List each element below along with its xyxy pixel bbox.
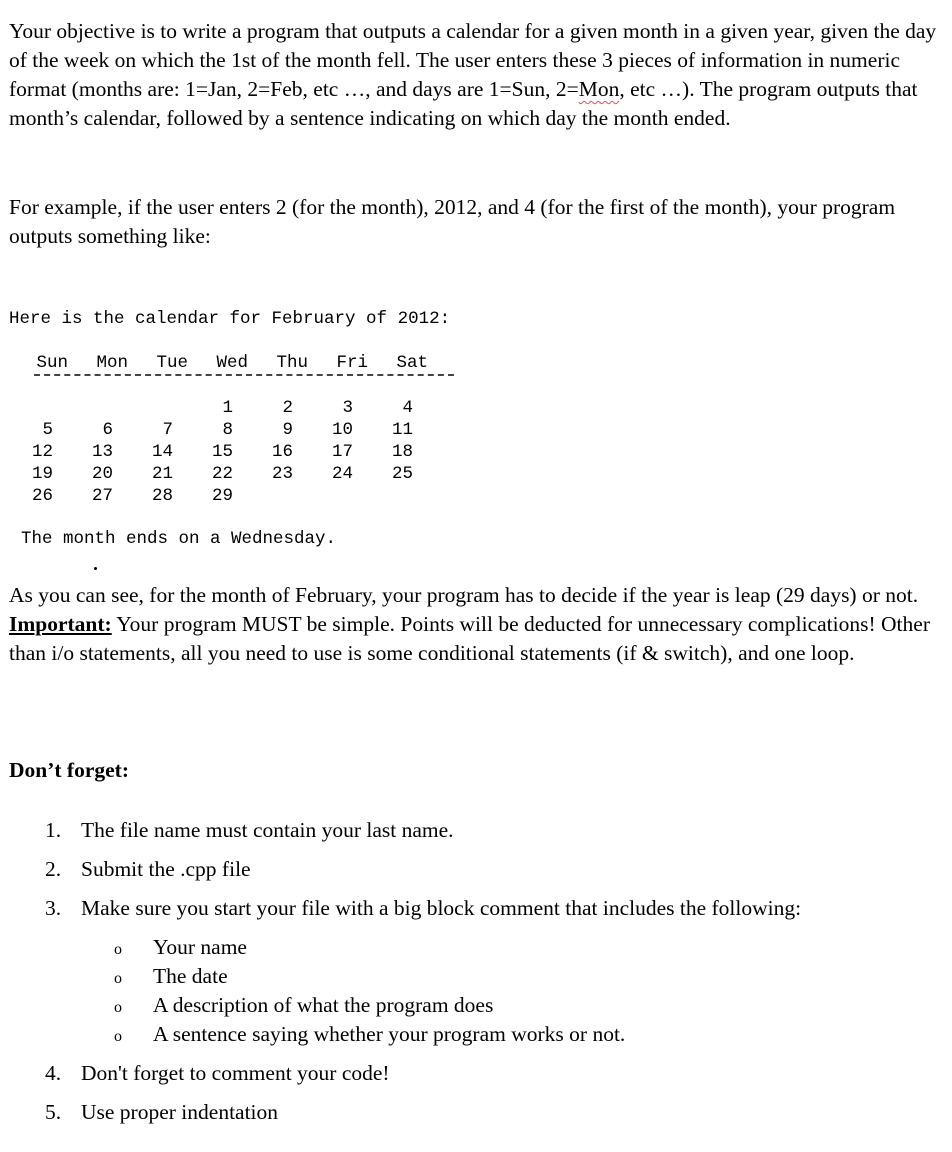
list-text: Make sure you start your file with a big block comment that includes the following: xyxy=(81,896,802,920)
calendar-day: 26 xyxy=(31,486,53,506)
sub-list-text: A sentence saying whether your program works or not. xyxy=(153,1022,626,1046)
calendar-day: 15 xyxy=(211,442,233,462)
intro-text-start: Your objective is to write a program that outputs a calendar for a given month in a given year, given the day of the week on which the 1st of the month fell. The user enters these 3 pieces of information in numeric format (months are: 1=Jan, 2=Feb, etc …, and days are 1=Sun, 2= xyxy=(9,19,937,101)
list-text: Use proper indentation xyxy=(81,1100,279,1124)
calendar-header-sun: Sun xyxy=(36,353,68,373)
calendar-day: 25 xyxy=(391,464,413,484)
calendar-day: 18 xyxy=(391,442,413,462)
calendar-day: 19 xyxy=(31,464,53,484)
calendar-header-wed: Wed xyxy=(216,353,248,373)
calendar-day: 24 xyxy=(331,464,353,484)
calendar-day: 2 xyxy=(282,398,293,418)
calendar-divider xyxy=(34,374,454,376)
calendar-day: 9 xyxy=(282,420,293,440)
sub-list-text: A description of what the program does xyxy=(153,993,494,1017)
calendar-intro: Here is the calendar for February of 2012: xyxy=(9,309,451,329)
list-item xyxy=(45,816,454,845)
list-number: 5. xyxy=(45,1100,62,1124)
list-item xyxy=(45,894,801,923)
sub-list-item xyxy=(114,962,228,993)
intro-paragraph xyxy=(9,17,939,133)
intro-text-end: , etc …). The program outputs that month’s calendar, followed by a sentence indicating on which day the month ended. xyxy=(9,77,918,130)
calendar-day: 14 xyxy=(151,442,173,462)
list-text: The file name must contain your last name. xyxy=(81,818,454,842)
sub-list-text: The date xyxy=(153,964,228,988)
dont-forget-heading: Don’t forget: xyxy=(9,758,129,782)
calendar-day: 23 xyxy=(271,464,293,484)
bullet-icon: o xyxy=(114,1028,122,1045)
calendar-day: 29 xyxy=(211,486,233,506)
calendar-header-fri: Fri xyxy=(336,353,368,373)
calendar-header-thu: Thu xyxy=(276,353,308,373)
calendar-day: 12 xyxy=(31,442,53,462)
list-number: 2. xyxy=(45,857,62,881)
list-number: 3. xyxy=(45,896,62,920)
calendar-day: 20 xyxy=(91,464,113,484)
calendar-day: 21 xyxy=(151,464,173,484)
bullet-icon: o xyxy=(114,999,122,1016)
list-text: Don't forget to comment your code! xyxy=(81,1061,390,1085)
calendar-header-mon: Mon xyxy=(96,353,128,373)
calendar-day: 6 xyxy=(102,420,113,440)
calendar-day: 10 xyxy=(331,420,353,440)
calendar-day: 3 xyxy=(342,398,353,418)
list-number: 1. xyxy=(45,818,62,842)
list-item xyxy=(45,1059,390,1088)
calendar-end-sentence: The month ends on a Wednesday. xyxy=(21,529,337,549)
example-paragraph: For example, if the user enters 2 (for the month), 2012, and 4 (for the first of the month), your program outputs something like: xyxy=(9,195,896,248)
bullet-icon: o xyxy=(114,941,122,958)
calendar-day: 11 xyxy=(391,420,413,440)
calendar-day: 4 xyxy=(402,398,413,418)
calendar-day: 16 xyxy=(271,442,293,462)
sub-list-text: Your name xyxy=(153,935,247,959)
calendar-day: 5 xyxy=(42,420,53,440)
leap-paragraph xyxy=(9,581,939,668)
list-number: 4. xyxy=(45,1061,62,1085)
list-item xyxy=(45,1098,278,1127)
sub-list-item xyxy=(114,933,247,964)
calendar-day: 8 xyxy=(222,420,233,440)
list-item xyxy=(45,855,251,884)
leap-text-end: Your program MUST be simple. Points will be deducted for unnecessary complications! Other than i/o statements, all you need to use is some conditional statements (if & switch), and one loop. xyxy=(9,612,930,665)
important-label: Important: xyxy=(9,612,112,636)
calendar-header-sat: Sat xyxy=(396,353,428,373)
calendar-day: 22 xyxy=(211,464,233,484)
calendar-day: 7 xyxy=(162,420,173,440)
calendar-day: 27 xyxy=(91,486,113,506)
stray-dot xyxy=(94,567,97,570)
list-text: Submit the .cpp file xyxy=(81,857,251,881)
sub-list-item xyxy=(114,1020,625,1051)
sub-list-item xyxy=(114,991,493,1022)
intro-mon-word: Mon xyxy=(578,77,620,101)
bullet-icon: o xyxy=(114,970,122,987)
calendar-day: 13 xyxy=(91,442,113,462)
calendar-day: 28 xyxy=(151,486,173,506)
leap-text-start: As you can see, for the month of February, your program has to decide if the year is leap (29 days) or not. xyxy=(9,583,919,607)
calendar-day: 1 xyxy=(222,398,233,418)
calendar-day: 17 xyxy=(331,442,353,462)
calendar-header-tue: Tue xyxy=(156,353,188,373)
